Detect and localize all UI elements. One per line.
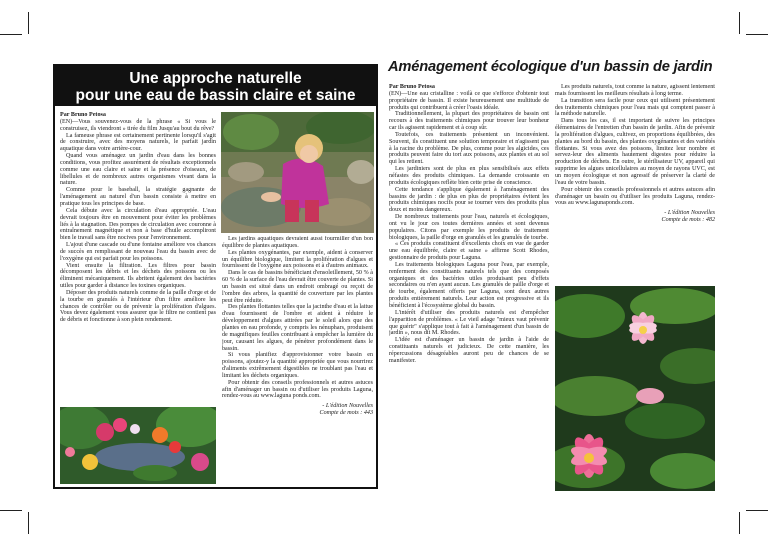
paragraph: Des plantes flottantes telles que la jacinthe d'eau et la laitue d'eau fournissent de l'ombre et aident à réduire le développement d'algues attirées par le soleil alors que des plantes en eau profonde, y compris les nénuphars, produisent de magnifiques feuilles contribuant à empêcher la lumière du jour, causant les algues, de pénétrer profondément dans le bassin. xyxy=(222,304,373,352)
paragraph: Toutefois, ces traitements présentent un inconvénient. Souvent, ils constituent une solution temporaire et n'agissent pas à la racine du problème. De plus, comme pour les algicides, ces produits peuvent faire du tort aux poissons, aux plantes et au sol qui les retient. xyxy=(389,131,549,166)
article1-word-count: Compte de mots : 443 xyxy=(319,410,373,417)
article2-column-2 xyxy=(555,84,715,279)
article2-source: - L'édition Nouvelles xyxy=(664,210,715,217)
paragraph: L'intérêt d'utiliser des produits naturels est d'empêcher l'apparition de problèmes. « Le vieil adage "mieux vaut prévenir que guérir" s'applique tout à fait à l'aménagement d'un bassin de jardin », nous dit M. Rhodes. xyxy=(389,309,549,337)
paragraph: L'ajout d'une cascade ou d'une fontaine améliore vos chances de succès en remplissant de nouveau l'eau du bassin avec de l'oxygène qui est parfait pour les poissons. xyxy=(60,242,216,262)
paragraph: Vient ensuite la filtration. Les filtres pour bassin décomposent les débris et les déchets des poissons ou les éliminent mécaniquement. Ils abritent également des bactéries utiles pour garder à distance les toxines organiques. xyxy=(60,262,216,290)
article2-title: Aménagement écologique d'un bassin de jardin xyxy=(388,59,713,75)
paragraph: Les jardiniers sont de plus en plus sensibilisés aux effets néfastes des produits chimiques. La demande croissante en produits écologiques reflète bien cette prise de conscience. xyxy=(389,166,549,186)
paragraph: Si vous planifiez d'approvisionner votre bassin en poissons, ajoutez-y la quantité appropriée que vous nourrirez d'aliments extrêmement digestibles ne troublant pas l'eau et limitant les déchets organiques. xyxy=(222,352,373,379)
article1-source: - L'édition Nouvelles xyxy=(322,403,373,410)
paragraph: Dans le cas de bassins bénéficiant d'ensoleillement, 50 % à 60 % de la surface de l'eau devrait être couverte de plantes. Si un bassin est situé dans un endroit ombragé ou reçoit de l'ombre des arbres, la quantité de couverture par les plantes peut être réduite. xyxy=(222,270,373,304)
paragraph: Traditionnellement, la plupart des propriétaires de bassin ont recours à des traitements chimiques pour trouver leur bonheur car ils agissent rapidement et à coup sûr. xyxy=(389,111,549,132)
crop-mark xyxy=(0,34,22,35)
crop-mark xyxy=(28,12,29,34)
paragraph: Cela débute avec la circulation d'eau appropriée. L'eau devrait toujours être en mouvement pour éviter les problèmes liés à la stagnation. Des pompes de circulation avec couronne à entraînement magnétique et non à base d'huile accompliront bien le travail sans être nocives pour l'environnement. xyxy=(60,207,216,242)
paragraph: Les plantes oxygénantes, par exemple, aident à conserver un équilibre biologique, limitent la prolifération d'algues et fournissent de l'oxygène aux poissons et à d'autres animaux. xyxy=(222,249,373,270)
crop-mark xyxy=(739,12,740,34)
crop-mark xyxy=(0,510,22,511)
paragraph: Les traitements biologiques Laguna pour l'eau, par exemple, renferment des constituants naturels tels que des composés organiques et des bactéries utiles produisant peu d'effets secondaires ou n'en ayant aucun. Les granulés de paille d'orge et de tourbe, également offerts par Laguna, sont deux autres produits entièrement naturels. Leur action est progressive et ils bénéficient à l'écosystème global du bassin. xyxy=(389,261,549,309)
crop-mark xyxy=(739,512,740,534)
article2-word-count: Compte de mots : 482 xyxy=(661,217,715,224)
paragraph: (EN)—Vous souvenez-vous de la phrase « Si vous le construisez, ils viendront » tirée du film Jusqu'au bout du rêve? xyxy=(60,118,216,132)
article1-signature xyxy=(222,403,373,417)
article2-signature xyxy=(555,210,715,224)
child-at-pond-photo xyxy=(221,112,374,233)
article-natural-approach xyxy=(53,64,378,489)
paragraph: Les produits naturels, tout comme la nature, agissent lentement mais fournissent les meilleurs résultats à long terme. xyxy=(555,84,715,97)
article2-column-1 xyxy=(389,84,549,488)
paragraph: La fameuse phrase est certainement pertinente lorsqu'il s'agit de construire, avec des moyens naturels, le parfait jardin aquatique dans votre arrière-cour. xyxy=(60,132,216,153)
crop-mark xyxy=(746,34,768,35)
article1-title-bar xyxy=(55,66,376,106)
paragraph: De nombreux traitements pour l'eau, naturels et écologiques, ont vu le jour ces toutes dernières années et sont devenus populaires. Citons par exemple les produits de traitement biologiques, la paille d'orge en granulés et les granulés de tourbe. xyxy=(389,214,549,241)
paragraph: Comme pour le baseball, la stratégie gagnante de l'aménagement au naturel d'un bassin consiste à mettre en pratique tous les principes de base. xyxy=(60,187,216,207)
crop-mark xyxy=(28,512,29,534)
paragraph: Les jardins aquatiques devraient aussi fourmiller d'un bon équilibre de plantes aquatiques. xyxy=(222,236,373,249)
paragraph: Quand vous aménagez un jardin d'eau dans les bonnes conditions, vous profitez assurément de résultats exceptionnels comme une eau claire et saine et la présence d'oiseaux, de libellules et de nombreux autres organismes vivant dans la nature. xyxy=(60,153,216,187)
article1-title-line1: Une approche naturelle xyxy=(129,70,302,87)
paragraph: (EN)—Une eau cristalline : voilà ce que s'efforce d'obtenir tout propriétaire de bassin. Il existe heureusement une multitude de produits qui contribuent à créer l'oasis idéale. xyxy=(389,90,549,111)
paragraph: « Ces produits constituent d'excellents choix en vue de garder une eau équilibrée, claire et saine » affirme Scott Rhodes, gestionnaire de produits pour Laguna. xyxy=(389,241,549,262)
pond-flowers-photo xyxy=(60,407,216,484)
water-lilies-photo xyxy=(555,286,715,491)
paragraph: Pour obtenir des conseils professionnels et autres astuces afin d'aménager un bassin ou d'utiliser les produits Laguna, rendez-vous au www.laguna ponds.com. xyxy=(222,379,373,400)
article1-byline: Par Bruno Petosa xyxy=(60,112,106,118)
paragraph: Déposer des produits naturels comme de la paille d'orge et de la tourbe en granulés à l'intérieur d'un filtre améliore les chances de contrôler ou de prévenir la prolifération d'algues. Vous devez également vous assurer que le filtre ne contient pas de débris et fonctionne à son plein rendement. xyxy=(60,289,216,324)
paragraph: Cette tendance s'applique également à l'aménagement des bassins de jardin : de plus en plus de propriétaires évitent les produits chimiques nocifs pour se tourner vers des produits plus doux et moins dangereux. xyxy=(389,186,549,214)
article1-title-line2: pour une eau de bassin claire et saine xyxy=(75,87,356,104)
article1-column-1 xyxy=(60,112,216,398)
paragraph: Dans tous les cas, il est important de suivre les principes élémentaires de l'entretien d'un bassin de jardin. Afin de prévenir la prolifération d'algues, cultivez, en proportions équilibrées, des plantes au bord du bassin, des plantes oxygénantes et des variétés flottantes. Si vous avez des poissons, limitez leur nombre et servez-leur des aliments hautement digestes pour réduire la production de déchets. En outre, le stérilisateur UV, appareil qui supprime les algues unicellulaires au moyen de rayons UVC, est un moyen écologique et non agressif de préserver la clarté de l'eau de votre bassin. xyxy=(555,118,715,186)
article2-byline: Par Bruno Petosa xyxy=(389,84,435,90)
article1-column-2 xyxy=(222,236,373,484)
paragraph: Pour obtenir des conseils professionnels et autres astuces afin d'aménager un bassin ou d'utiliser les produits Laguna, rendez-vous au www.lagunaponds.com. xyxy=(555,186,715,207)
paragraph: La transition sera facile pour ceux qui utilisent présentement des traitements chimiques pour l'eau mais qui comptent passer à la méthode naturelle. xyxy=(555,97,715,118)
crop-mark xyxy=(746,510,768,511)
paragraph: L'idée est d'aménager un bassin de jardin à l'aide de constituants naturels et judicieux. De cette manière, les répercussions désagréables auront peu de chances de se manifester. xyxy=(389,337,549,364)
